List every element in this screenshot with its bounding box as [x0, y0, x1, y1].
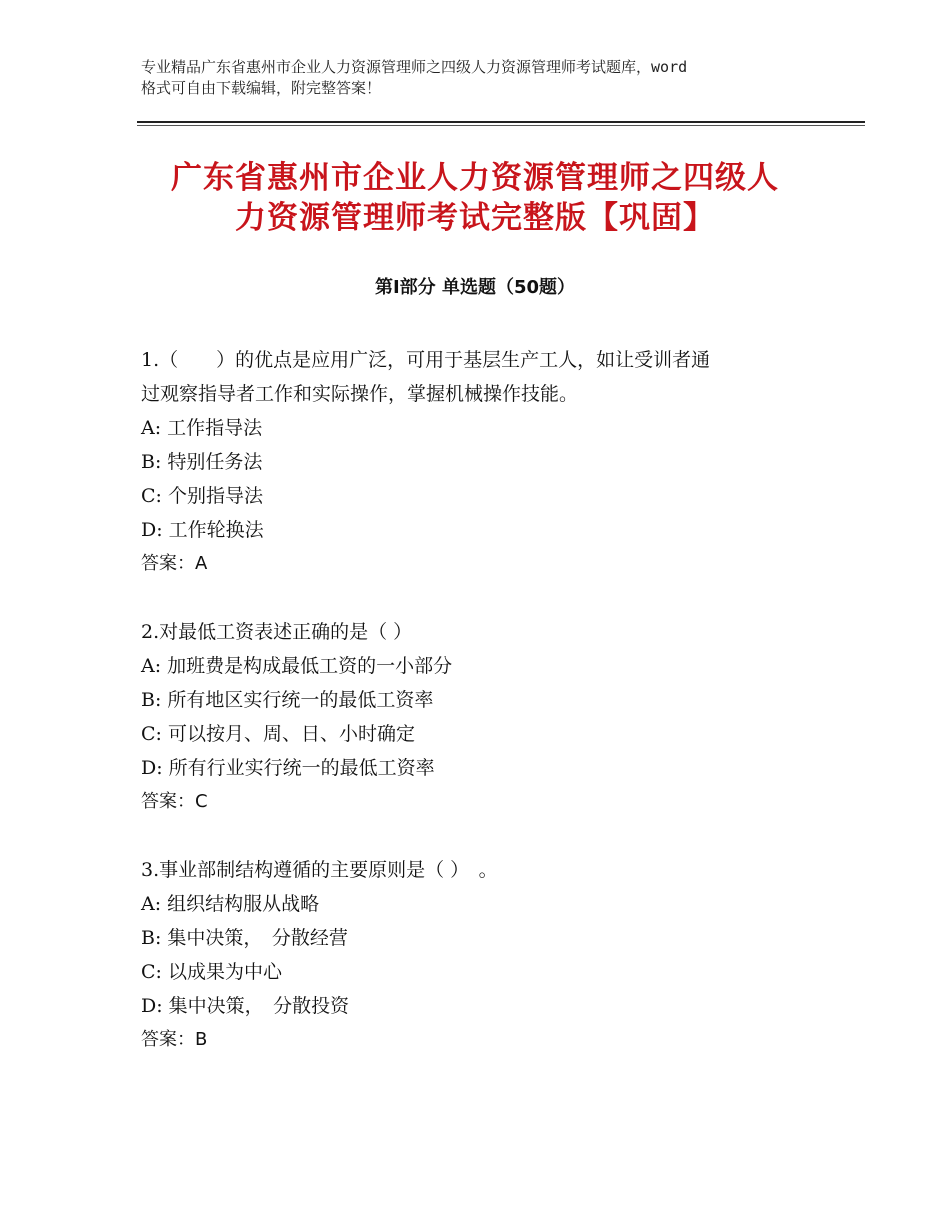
question-stem-line: 3.事业部制结构遵循的主要原则是（ ） 。: [141, 859, 498, 881]
option-a: A: 工作指导法: [141, 417, 263, 439]
question-list: [141, 343, 821, 1091]
option-b: B: 特别任务法: [141, 451, 263, 473]
document-title-line-2: 力资源管理师考试完整版【巩固】: [235, 200, 715, 236]
question-3: [141, 853, 821, 1057]
option-b: B: 集中决策， 分散经营: [141, 927, 348, 949]
section-title: 第Ⅰ部分 单选题（50题）: [374, 277, 575, 298]
option-c: C: 个别指导法: [141, 485, 263, 507]
option-d: D: 所有行业实行统一的最低工资率: [141, 757, 435, 779]
option-c: C: 可以按月、周、日、小时确定: [141, 723, 415, 745]
header-divider-thick: [137, 121, 865, 123]
option-d: D: 工作轮换法: [141, 519, 264, 541]
header-note-line-2: 格式可自由下载编辑，附完整答案！: [141, 79, 382, 97]
option-c: C: 以成果为中心: [141, 961, 282, 983]
answer-label: 答案：B: [141, 1029, 208, 1050]
question-1: [141, 343, 821, 581]
header-note-line-1: 专业精品广东省惠州市企业人力资源管理师之四级人力资源管理师考试题库，word: [141, 58, 688, 76]
document-title-line-1: 广东省惠州市企业人力资源管理师之四级人: [171, 160, 779, 196]
header-divider-thin: [137, 125, 865, 126]
question-stem-line: 1.（ ）的优点是应用广泛，可用于基层生产工人，如让受训者通: [141, 349, 711, 371]
header-note: [141, 57, 841, 99]
question-2: [141, 615, 821, 819]
option-a: A: 加班费是构成最低工资的一小部分: [141, 655, 453, 677]
question-stem-line: 2.对最低工资表述正确的是（ ）: [141, 621, 413, 643]
document-title: [100, 158, 850, 238]
answer-label: 答案：A: [141, 553, 208, 574]
option-a: A: 组织结构服从战略: [141, 893, 320, 915]
option-b: B: 所有地区实行统一的最低工资率: [141, 689, 434, 711]
answer-label: 答案：C: [141, 791, 208, 812]
option-d: D: 集中决策， 分散投资: [141, 995, 350, 1017]
question-stem-line: 过观察指导者工作和实际操作，掌握机械操作技能。: [141, 383, 579, 405]
